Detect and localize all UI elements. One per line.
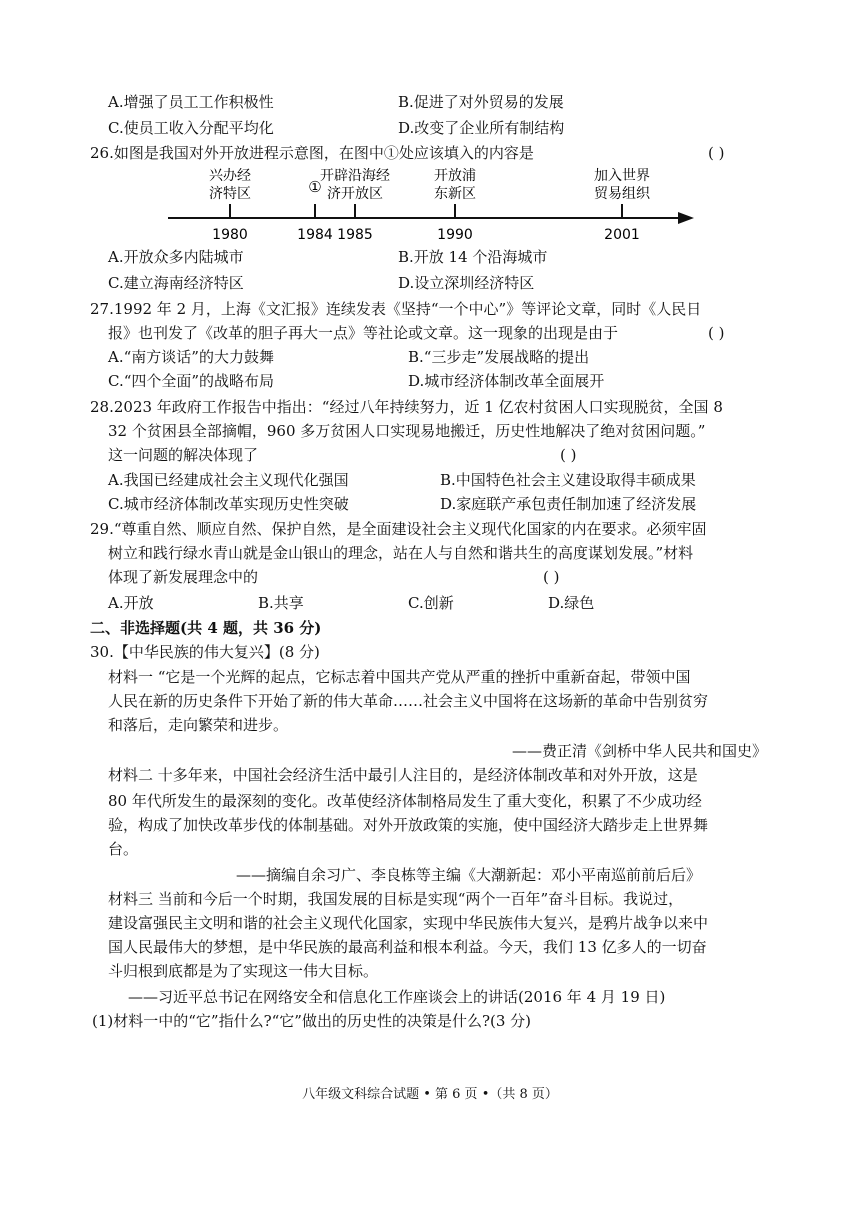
timeline-event-label: 兴办经 xyxy=(209,168,251,184)
q25-option-a: A.增强了员工工作积极性 xyxy=(108,93,274,111)
q26-stem: 26.如图是我国对外开放进程示意图，在图中①处应该填入的内容是 xyxy=(90,144,534,162)
q25-option-d: D.改变了企业所有制结构 xyxy=(398,119,565,137)
q30-material3-line4: 斗归根到底都是为了实现这一伟大目标。 xyxy=(108,962,379,980)
q30-material3-source: ——习近平总书记在网络安全和信息化工作座谈会上的讲话(2016 年 4 月 19 日) xyxy=(128,988,666,1006)
q28-option-b: B.中国特色社会主义建设取得丰硕成果 xyxy=(440,471,696,489)
timeline-year: 2001 xyxy=(604,227,640,242)
q26-answer-bracket: ( ) xyxy=(708,144,725,162)
timeline-event-label: 济特区 xyxy=(209,186,251,202)
section-2-heading: 二、非选择题(共 4 题，共 36 分) xyxy=(90,619,322,637)
timeline-year: 1985 xyxy=(337,227,373,242)
q29-stem-line3: 体现了新发展理念中的 xyxy=(108,568,259,586)
q27-option-a: A.“南方谈话”的大力鼓舞 xyxy=(108,348,274,366)
timeline-event-label: 济开放区 xyxy=(327,186,383,202)
timeline-year: 1980 xyxy=(212,227,248,242)
q30-material3-line1: 材料三 当前和今后一个时期，我国发展的目标是实现“两个一百年”奋斗目标。我说过， xyxy=(108,890,684,908)
q30-material1-line2: 人民在新的历史条件下开始了新的伟大革命……社会主义中国将在这场新的革命中告别贫穷 xyxy=(108,692,709,710)
q29-answer-bracket: ( ) xyxy=(543,568,560,586)
q28-answer-bracket: ( ) xyxy=(560,446,577,464)
timeline-event-label: 贸易组织 xyxy=(594,186,650,202)
q30-material2-line4: 台。 xyxy=(108,840,139,858)
q30-material3-line2: 建设富强民主文明和谐的社会主义现代化国家，实现中华民族伟大复兴，是鸦片战争以来中 xyxy=(108,914,709,932)
q28-stem-line2: 32 个贫困县全部摘帽，960 多万贫困人口实现易地搬迁，历史性地解决了绝对贫困问题。” xyxy=(108,422,706,440)
timeline-year: 1984 xyxy=(297,227,333,242)
q28-option-a: A.我国已经建成社会主义现代化强国 xyxy=(108,471,349,489)
timeline-event-label: 开放浦 xyxy=(434,168,476,184)
q28-option-c: C.城市经济体制改革实现历史性突破 xyxy=(108,495,349,513)
q25-option-b: B.促进了对外贸易的发展 xyxy=(398,93,564,111)
page-footer: 八年级文科综合试题 • 第 6 页 •（共 8 页） xyxy=(302,1087,558,1102)
q27-stem-line1: 27.1992 年 2 月，上海《文汇报》连续发表《坚持“一个中心”》等评论文章，同时《人民日 xyxy=(90,300,702,318)
q29-option-d: D.绿色 xyxy=(548,594,595,612)
q30-material1-line3: 和落后，走向繁荣和进步。 xyxy=(108,716,289,734)
q29-option-a: A.开放 xyxy=(108,594,154,612)
q30-material2-line1: 材料二 十多年来，中国社会经济生活中最引人注目的，是经济体制改革和对外开放，这是 xyxy=(108,766,698,784)
q30-subquestion-1: (1)材料一中的“它”指什么?“它”做出的历史性的决策是什么?(3 分) xyxy=(92,1012,532,1030)
q29-option-b: B.共享 xyxy=(258,594,304,612)
q26-option-d: D.设立深圳经济特区 xyxy=(398,274,535,292)
q28-option-d: D.家庭联产承包责任制加速了经济发展 xyxy=(440,495,697,513)
q25-option-c: C.使员工收入分配平均化 xyxy=(108,119,274,137)
q27-stem-line2: 报》也刊发了《改革的胆子再大一点》等社论或文章。这一现象的出现是由于 xyxy=(108,324,619,342)
timeline-blank-marker: ① xyxy=(308,178,322,196)
timeline-event-label: 加入世界 xyxy=(594,168,650,184)
q28-stem-line3: 这一问题的解决体现了 xyxy=(108,446,259,464)
timeline-arrowhead xyxy=(678,212,694,224)
q29-stem-line1: 29.“尊重自然、顺应自然、保护自然，是全面建设社会主义现代化国家的内在要求。必须牢固 xyxy=(90,520,707,538)
q30-title: 30.【中华民族的伟大复兴】(8 分) xyxy=(90,643,320,661)
timeline-year: 1990 xyxy=(437,227,473,242)
q29-stem-line2: 树立和践行绿水青山就是金山银山的理念，站在人与自然和谐共生的高度谋划发展。”材料 xyxy=(108,544,694,562)
timeline-event-label: 东新区 xyxy=(434,186,476,202)
q27-option-d: D.城市经济体制改革全面展开 xyxy=(408,372,605,390)
q30-material3-line3: 国人民最伟大的梦想，是中华民族的最高利益和根本利益。今天，我们 13 亿多人的一切奋 xyxy=(108,938,707,956)
q27-answer-bracket: ( ) xyxy=(708,324,725,342)
open-up-timeline-diagram xyxy=(160,166,700,242)
q27-option-c: C.“四个全面”的战略布局 xyxy=(108,372,275,390)
q26-option-b: B.开放 14 个沿海城市 xyxy=(398,248,548,266)
q30-material1-line1: 材料一 “它是一个光辉的起点，它标志着中国共产党从严重的挫折中重新奋起，带领中国 xyxy=(108,668,691,686)
timeline-event-label: 开辟沿海经 xyxy=(320,168,390,184)
q26-option-c: C.建立海南经济特区 xyxy=(108,274,244,292)
q27-option-b: B.“三步走”发展战略的提出 xyxy=(408,348,590,366)
q26-option-a: A.开放众多内陆城市 xyxy=(108,248,244,266)
q30-material2-source: ——摘编自余习广、李良栋等主编《大潮新起：邓小平南巡前前后后》 xyxy=(236,866,702,884)
q30-material2-line3: 验，构成了加快改革步伐的体制基础。对外开放政策的实施，使中国经济大踏步走上世界舞 xyxy=(108,816,709,834)
q30-material1-source: ——费正清《剑桥中华人民共和国史》 xyxy=(512,742,768,760)
q29-option-c: C.创新 xyxy=(408,594,454,612)
q30-material2-line2: 80 年代所发生的最深刻的变化。改革使经济体制格局发生了重大变化，积累了不少成功经 xyxy=(108,792,702,810)
q28-stem-line1: 28.2023 年政府工作报告中指出：“经过八年持续努力，近 1 亿农村贫困人口实现脱贫，全国 8 xyxy=(90,398,723,416)
